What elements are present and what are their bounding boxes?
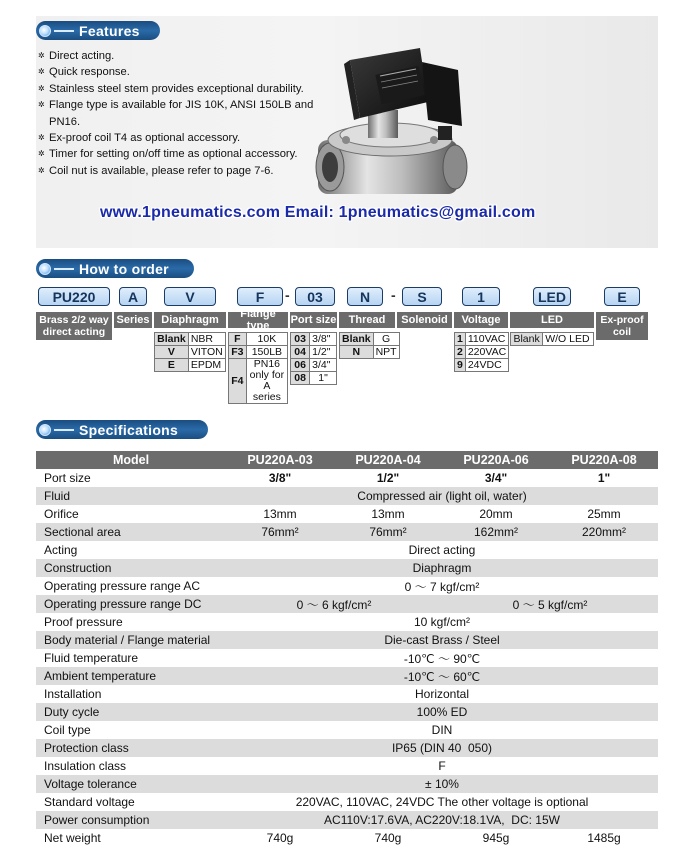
order-heading: How to order — [79, 260, 169, 277]
table-row — [36, 829, 658, 847]
label-led: LED — [510, 312, 594, 328]
row-label: Proof pressure — [36, 613, 226, 631]
cell: 0 ～ 7 kgf/cm² — [226, 577, 658, 595]
cell: 25mm — [550, 505, 658, 523]
cell: Direct acting — [226, 541, 658, 559]
feature-item: ✲ Quick response. — [38, 64, 338, 80]
website-email-banner: www.1pneumatics.com Email: 1pneumatics@gmail.com — [100, 204, 536, 221]
order-heading-pill — [36, 259, 194, 278]
table-row — [36, 703, 658, 721]
cell: -10℃ ～ 90℃ — [226, 649, 658, 667]
bullet-orb-icon — [39, 25, 51, 37]
row-label: Insulation class — [36, 757, 226, 775]
table-row — [36, 757, 658, 775]
table-header-row — [36, 451, 658, 469]
table-row — [36, 505, 658, 523]
row-label: Construction — [36, 559, 226, 577]
specs-heading-pill — [36, 420, 208, 439]
feature-item: ✲ Ex-proof coil T4 as optional accessory. — [38, 130, 338, 146]
cell: 945g — [442, 829, 550, 847]
header-model: Model — [36, 451, 226, 469]
cell: 3/4" — [442, 469, 550, 487]
option-value: G — [373, 333, 399, 346]
option-value: 1" — [310, 372, 337, 385]
table-row — [36, 469, 658, 487]
row-label: Operating pressure range AC — [36, 577, 226, 595]
table-row — [36, 739, 658, 757]
features-heading-pill — [36, 21, 160, 40]
row-label: Voltage tolerance — [36, 775, 226, 793]
table-row — [36, 685, 658, 703]
option-value: NBR — [188, 333, 225, 346]
table-row — [36, 595, 658, 613]
cell: 1/2" — [334, 469, 442, 487]
din-connector — [422, 62, 462, 126]
row-label: Operating pressure range DC — [36, 595, 226, 613]
cell: Diaphragm — [226, 559, 658, 577]
option-code: 1 — [455, 333, 466, 346]
cell: 740g — [226, 829, 334, 847]
cell: Horizontal — [226, 685, 658, 703]
row-label: Fluid temperature — [36, 649, 226, 667]
code-thread: N — [347, 287, 383, 306]
heading-dash — [54, 30, 74, 32]
features-heading: Features — [79, 22, 140, 39]
row-label: Ambient temperature — [36, 667, 226, 685]
bonnet-screw — [430, 136, 438, 144]
row-label: Acting — [36, 541, 226, 559]
table-row — [36, 631, 658, 649]
table-row — [36, 541, 658, 559]
cell: 20mm — [442, 505, 550, 523]
table-row — [36, 649, 658, 667]
heading-dash — [54, 429, 74, 431]
table-row — [36, 559, 658, 577]
option-code: V — [155, 346, 189, 359]
cell: 10 kgf/cm² — [226, 613, 658, 631]
heading-dash — [54, 268, 74, 270]
option-value: EPDM — [188, 359, 225, 372]
option-value: 220VAC — [465, 346, 508, 359]
cell: 3/8" — [226, 469, 334, 487]
cell: 0 ～ 6 kgf/cm² — [226, 595, 442, 613]
table-row — [36, 775, 658, 793]
cell: 76mm² — [226, 523, 334, 541]
header-cell: PU220A-04 — [334, 451, 442, 469]
row-label: Duty cycle — [36, 703, 226, 721]
table-row — [36, 613, 658, 631]
option-value: 150LB — [246, 346, 287, 359]
label-brass: Brass 2/2 way direct acting — [36, 312, 112, 340]
table-row — [36, 811, 658, 829]
option-code: 2 — [455, 346, 466, 359]
table-row — [36, 721, 658, 739]
label-voltage: Voltage — [454, 312, 508, 328]
option-value: VITON — [188, 346, 225, 359]
flange-options — [228, 332, 288, 404]
label-series: Series — [114, 312, 152, 328]
cell: 0 ～ 5 kgf/cm² — [442, 595, 658, 613]
row-label: Installation — [36, 685, 226, 703]
bullet-orb-icon — [39, 424, 51, 436]
option-code: 9 — [455, 359, 466, 372]
cell: 220mm² — [550, 523, 658, 541]
option-value: 3/8" — [310, 333, 337, 346]
feature-item: ✲ Timer for setting on/off time as optional accessory. — [38, 146, 338, 162]
row-label: Port size — [36, 469, 226, 487]
label-flange: Flange type — [228, 312, 288, 328]
thread-options — [339, 332, 400, 359]
row-label: Standard voltage — [36, 793, 226, 811]
cell: -10℃ ～ 60℃ — [226, 667, 658, 685]
label-diaphragm: Diaphragm — [154, 312, 226, 328]
header-cell: PU220A-03 — [226, 451, 334, 469]
led-options — [510, 332, 594, 346]
option-code: E — [155, 359, 189, 372]
cell: ± 10% — [226, 775, 658, 793]
option-code: 03 — [291, 333, 310, 346]
table-row — [36, 793, 658, 811]
port-options — [290, 332, 337, 385]
feature-item: ✲ Flange type is available for JIS 10K, ANSI 150LB and PN16. — [38, 97, 338, 130]
diaphragm-options — [154, 332, 226, 372]
option-value: PN16 only for A series — [246, 359, 287, 404]
code-diaphragm: V — [164, 287, 216, 306]
cell: 100% ED — [226, 703, 658, 721]
option-value: NPT — [373, 346, 399, 359]
cell: 220VAC, 110VAC, 24VDC The other voltage is optional — [226, 793, 658, 811]
bullet-orb-icon — [39, 263, 51, 275]
code-solenoid: S — [402, 287, 442, 306]
option-code: 06 — [291, 359, 310, 372]
bonnet-screw — [342, 136, 350, 144]
feature-item: ✲ Stainless steel stem provides exceptional durability. — [38, 81, 338, 97]
table-row — [36, 487, 658, 505]
code-led: LED — [533, 287, 571, 306]
row-label: Coil type — [36, 721, 226, 739]
option-value: W/O LED — [543, 333, 594, 346]
label-port: Port size — [290, 314, 337, 326]
row-label: Power consumption — [36, 811, 226, 829]
cell: IP65 (DIN 40 050) — [226, 739, 658, 757]
code-flange: F — [237, 287, 283, 306]
table-row — [36, 577, 658, 595]
port-left-bore — [322, 152, 338, 182]
option-code: Blank — [155, 333, 189, 346]
row-label: Protection class — [36, 739, 226, 757]
option-value: 3/4" — [310, 359, 337, 372]
cell: 162mm² — [442, 523, 550, 541]
specs-heading: Specifications — [79, 421, 179, 438]
cell: 13mm — [334, 505, 442, 523]
option-value: 1/2" — [310, 346, 337, 359]
cell: 740g — [334, 829, 442, 847]
row-label: Orifice — [36, 505, 226, 523]
row-label: Sectional area — [36, 523, 226, 541]
cell: Compressed air (light oil, water) — [226, 487, 658, 505]
code-port: 03 — [295, 287, 335, 306]
cell: 76mm² — [334, 523, 442, 541]
port-right — [443, 145, 467, 189]
cable-gland — [438, 126, 452, 140]
cell: AC110V:17.6VA, AC220V:18.1VA, DC: 15W — [226, 811, 658, 829]
code-dash: - — [391, 287, 396, 303]
option-code: 08 — [291, 372, 310, 385]
code-series: A — [119, 287, 147, 306]
header-cell: PU220A-08 — [550, 451, 658, 469]
header-cell: PU220A-06 — [442, 451, 550, 469]
code-voltage: 1 — [462, 287, 500, 306]
label-solenoid: Solenoid — [397, 312, 452, 328]
table-row — [36, 523, 658, 541]
label-exproof: Ex-proof coil — [596, 312, 648, 340]
row-label: Fluid — [36, 487, 226, 505]
voltage-options — [454, 332, 509, 372]
label-thread: Thread — [339, 312, 395, 328]
option-code: 04 — [291, 346, 310, 359]
specifications-table — [36, 451, 658, 847]
cell: 13mm — [226, 505, 334, 523]
option-code: N — [340, 346, 374, 359]
solenoid-valve-photo — [310, 40, 480, 200]
option-code: F — [229, 333, 247, 346]
option-code: F3 — [229, 346, 247, 359]
cell: DIN — [226, 721, 658, 739]
feature-item: ✲ Direct acting. — [38, 48, 338, 64]
row-label: Body material / Flange material — [36, 631, 226, 649]
feature-item: ✲ Coil nut is available, please refer to page 7-6. — [38, 163, 338, 179]
option-value: 10K — [246, 333, 287, 346]
option-value: 24VDC — [465, 359, 508, 372]
code-model: PU220 — [38, 287, 110, 306]
code-exproof: E — [604, 287, 640, 306]
cell: F — [226, 757, 658, 775]
features-list — [38, 48, 338, 179]
table-row — [36, 667, 658, 685]
option-code: F4 — [229, 359, 247, 404]
cell: Die-cast Brass / Steel — [226, 631, 658, 649]
cell: 1485g — [550, 829, 658, 847]
code-dash: - — [285, 287, 290, 303]
cell: 1" — [550, 469, 658, 487]
option-value: 110VAC — [465, 333, 508, 346]
option-code: Blank — [340, 333, 374, 346]
row-label: Net weight — [36, 829, 226, 847]
option-code: Blank — [511, 333, 543, 346]
